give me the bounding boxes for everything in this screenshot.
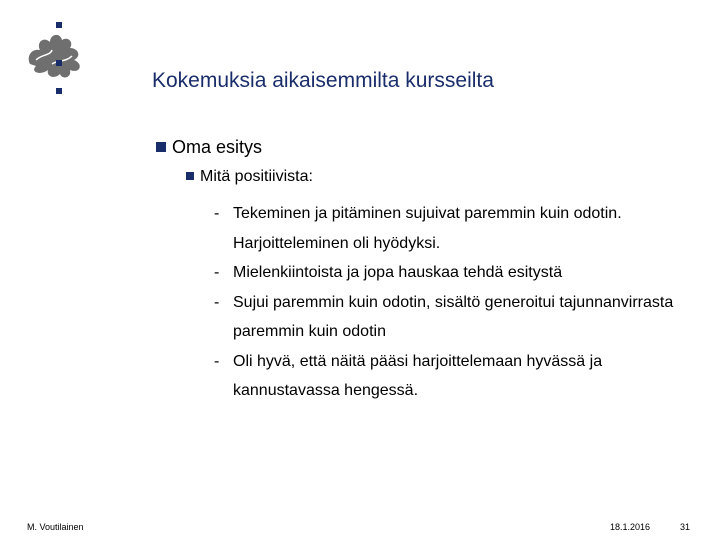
- item-text: Tekeminen ja pitäminen sujuivat paremmin kuin odotin. Harjoitteleminen oli hyödyksi.: [233, 205, 622, 252]
- item-text: Mielenkiintoista ja jopa hauskaa tehdä esitystä: [233, 264, 563, 281]
- subbullet-positiivista: [186, 168, 313, 186]
- university-logo-icon: [22, 20, 90, 98]
- item-text: Oli hyvä, että näitä pääsi harjoittelemaan hyvässä ja kannustavassa hengessä.: [233, 352, 603, 399]
- footer-date: 18.1.2016: [610, 522, 651, 532]
- bullet-label: Oma esitys: [172, 137, 263, 157]
- list-item: [214, 199, 704, 258]
- square-bullet-icon: [186, 172, 194, 180]
- dash-marker: -: [214, 205, 220, 222]
- dash-marker: -: [214, 352, 220, 370]
- bullet-oma-esitys: [156, 137, 262, 158]
- dash-marker: -: [214, 264, 220, 281]
- list-item: [214, 347, 704, 406]
- subbullet-label: Mitä positiivista:: [200, 168, 313, 185]
- page-number: 31: [680, 522, 691, 532]
- footer-author: M. Voutilainen: [27, 522, 84, 532]
- list-item: [214, 288, 704, 347]
- slide-title: Kokemuksia aikaisemmilta kursseilta: [152, 69, 494, 92]
- list-item: [214, 258, 704, 288]
- item-list: [214, 199, 704, 406]
- dash-marker: -: [214, 293, 220, 311]
- item-text: Sujui paremmin kuin odotin, sisältö generoitui tajunnanvirrasta paremmin kuin odotin: [233, 293, 674, 340]
- square-bullet-icon: [156, 142, 166, 152]
